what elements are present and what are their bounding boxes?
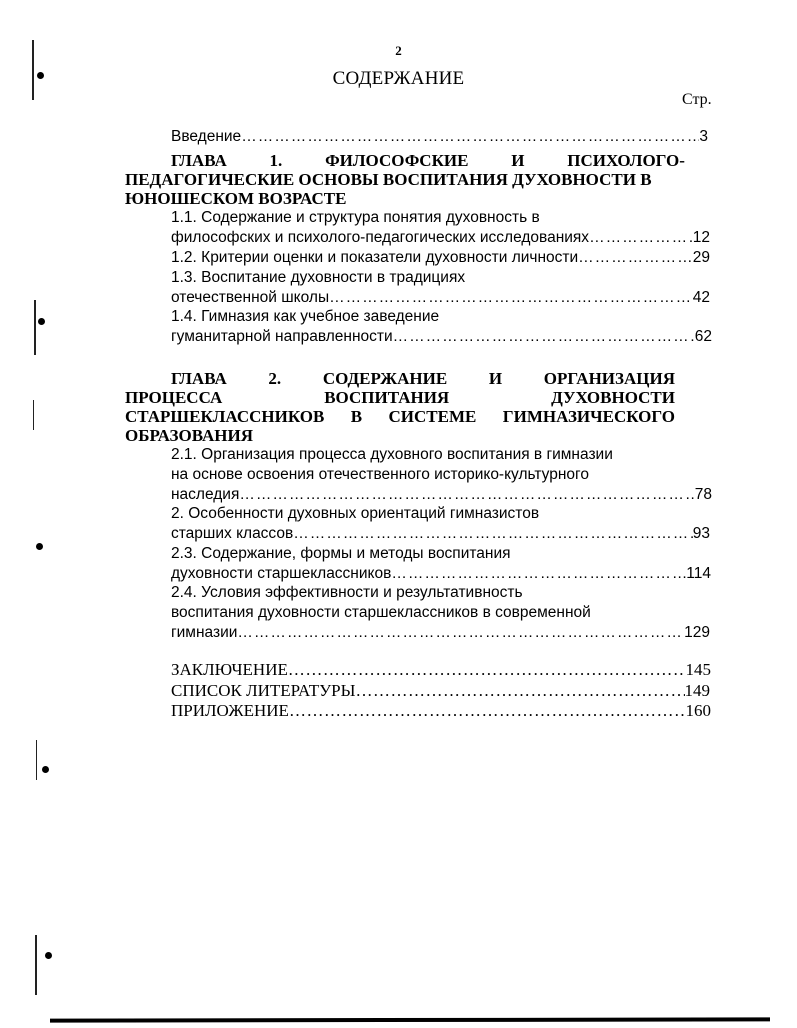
leader-dots: [289, 701, 686, 721]
toc-item-2-4: 2.4. Условия эффективности и результативность: [171, 584, 523, 601]
toc-item-2-1-cont: на основе освоения отечественного историко-культурного: [171, 466, 589, 483]
toc-page: 3: [699, 128, 708, 145]
scan-margin-line: [35, 935, 37, 995]
toc-page: 12: [692, 229, 710, 246]
leader-dots: [329, 289, 693, 307]
scan-dot: [42, 766, 49, 773]
leader-dots: [288, 660, 686, 680]
toc-item-1-2: 1.2. Критерии оценки и показатели духовности личности ………………………………………………………………………………………………………………………………… 29: [171, 249, 710, 267]
toc-page: 129: [684, 624, 710, 641]
toc-page: 114: [686, 565, 711, 582]
leader-dots: [237, 624, 684, 642]
toc-references: СПИСОК ЛИТЕРАТУРЫ …………………………………………………………………………………………………………… 149: [171, 681, 710, 701]
toc-intro: [171, 128, 708, 146]
toc-page: 78: [694, 486, 712, 503]
toc-item-2-1: 2.1. Организация процесса духовного воспитания в гимназии: [171, 446, 613, 463]
toc-appendix: ПРИЛОЖЕНИЕ …………………………………………………………………………………………………………… 160: [171, 701, 711, 721]
page-title: СОДЕРЖАНИЕ: [332, 68, 465, 89]
chapter-2-heading: ГЛАВА 2. СОДЕРЖАНИЕ И ОРГАНИЗАЦИЯ ПРОЦЕССА ВОСПИТАНИЯ ДУХОВНОСТИ СТАРШЕКЛАССНИКОВ В СИСТЕМЕ ГИМНАЗИЧЕСКОГО ОБРАЗОВАНИЯ: [125, 369, 675, 445]
leader-dots: [589, 229, 693, 247]
toc-item-2-4-cont: воспитания духовности старшеклассников в современной: [171, 604, 591, 621]
scan-dot: [36, 543, 43, 550]
leader-dots: [355, 681, 684, 701]
toc-label: Введение: [171, 128, 242, 145]
toc-item-2-3-cont: духовности старшеклассников ………………………………………………………………………………………………………………………………… 114: [171, 565, 711, 583]
toc-item-1-4: 1.4. Гимназия как учебное заведение: [171, 308, 440, 325]
toc-item-2-3: 2.3. Содержание, формы и методы воспитания: [171, 545, 511, 562]
toc-page: 149: [684, 681, 710, 700]
toc-page: 93: [692, 525, 710, 542]
scan-margin-line: [34, 300, 36, 355]
leader-dots: [578, 249, 693, 267]
toc-page: 62: [694, 328, 712, 345]
toc-item-1-1-cont: философских и психолого-педагогических исследованиях ………………………………………………………………………………………………………………………………… 12: [171, 229, 710, 247]
toc-item-2-2-cont: старших классов ………………………………………………………………………………………………………………………………… 93: [171, 525, 710, 543]
page-number: 2: [395, 43, 402, 58]
scan-margin-line: [36, 740, 37, 780]
toc-item-2-1-end: наследия ………………………………………………………………………………………………………………………………… 78: [171, 486, 712, 504]
scan-bottom-edge: [50, 1017, 770, 1022]
scan-dot: [45, 952, 52, 959]
toc-item-1-3: 1.3. Воспитание духовности в традициях: [171, 269, 466, 286]
toc-item-2-2: 2. Особенности духовных ориентаций гимназистов: [171, 505, 540, 522]
toc-page: 145: [685, 660, 711, 679]
leader-dots: [393, 328, 695, 346]
leader-dots: [391, 565, 686, 583]
toc-page: 29: [692, 249, 710, 266]
toc-conclusion: ЗАКЛЮЧЕНИЕ …………………………………………………………………………………………………………… 145: [171, 660, 711, 680]
scan-margin-line: [33, 400, 34, 430]
toc-item-1-1: 1.1. Содержание и структура понятия духовность в: [171, 209, 540, 226]
toc-item-1-4-cont: гуманитарной направленности ………………………………………………………………………………………………………………………………… 62: [171, 328, 712, 346]
scan-dot: [38, 318, 45, 325]
leader-dots: [241, 128, 699, 146]
toc-page: 160: [685, 701, 711, 720]
toc-item-2-4-end: гимназии ………………………………………………………………………………………………………………………………… 129: [171, 624, 710, 642]
toc-item-1-3-cont: отечественной школы ………………………………………………………………………………………………………………………………… 42: [171, 289, 710, 307]
chapter-1-heading: ГЛАВА 1. ФИЛОСОФСКИЕ И ПСИХОЛОГО- ПЕДАГОГИЧЕСКИЕ ОСНОВЫ ВОСПИТАНИЯ ДУХОВНОСТИ В ЮНОШЕСКОМ ВОЗРАСТЕ: [125, 151, 685, 208]
leader-dots: [293, 525, 693, 543]
page-column-label: Стр.: [682, 91, 712, 108]
toc-page: 42: [692, 289, 710, 306]
leader-dots: [239, 486, 694, 504]
